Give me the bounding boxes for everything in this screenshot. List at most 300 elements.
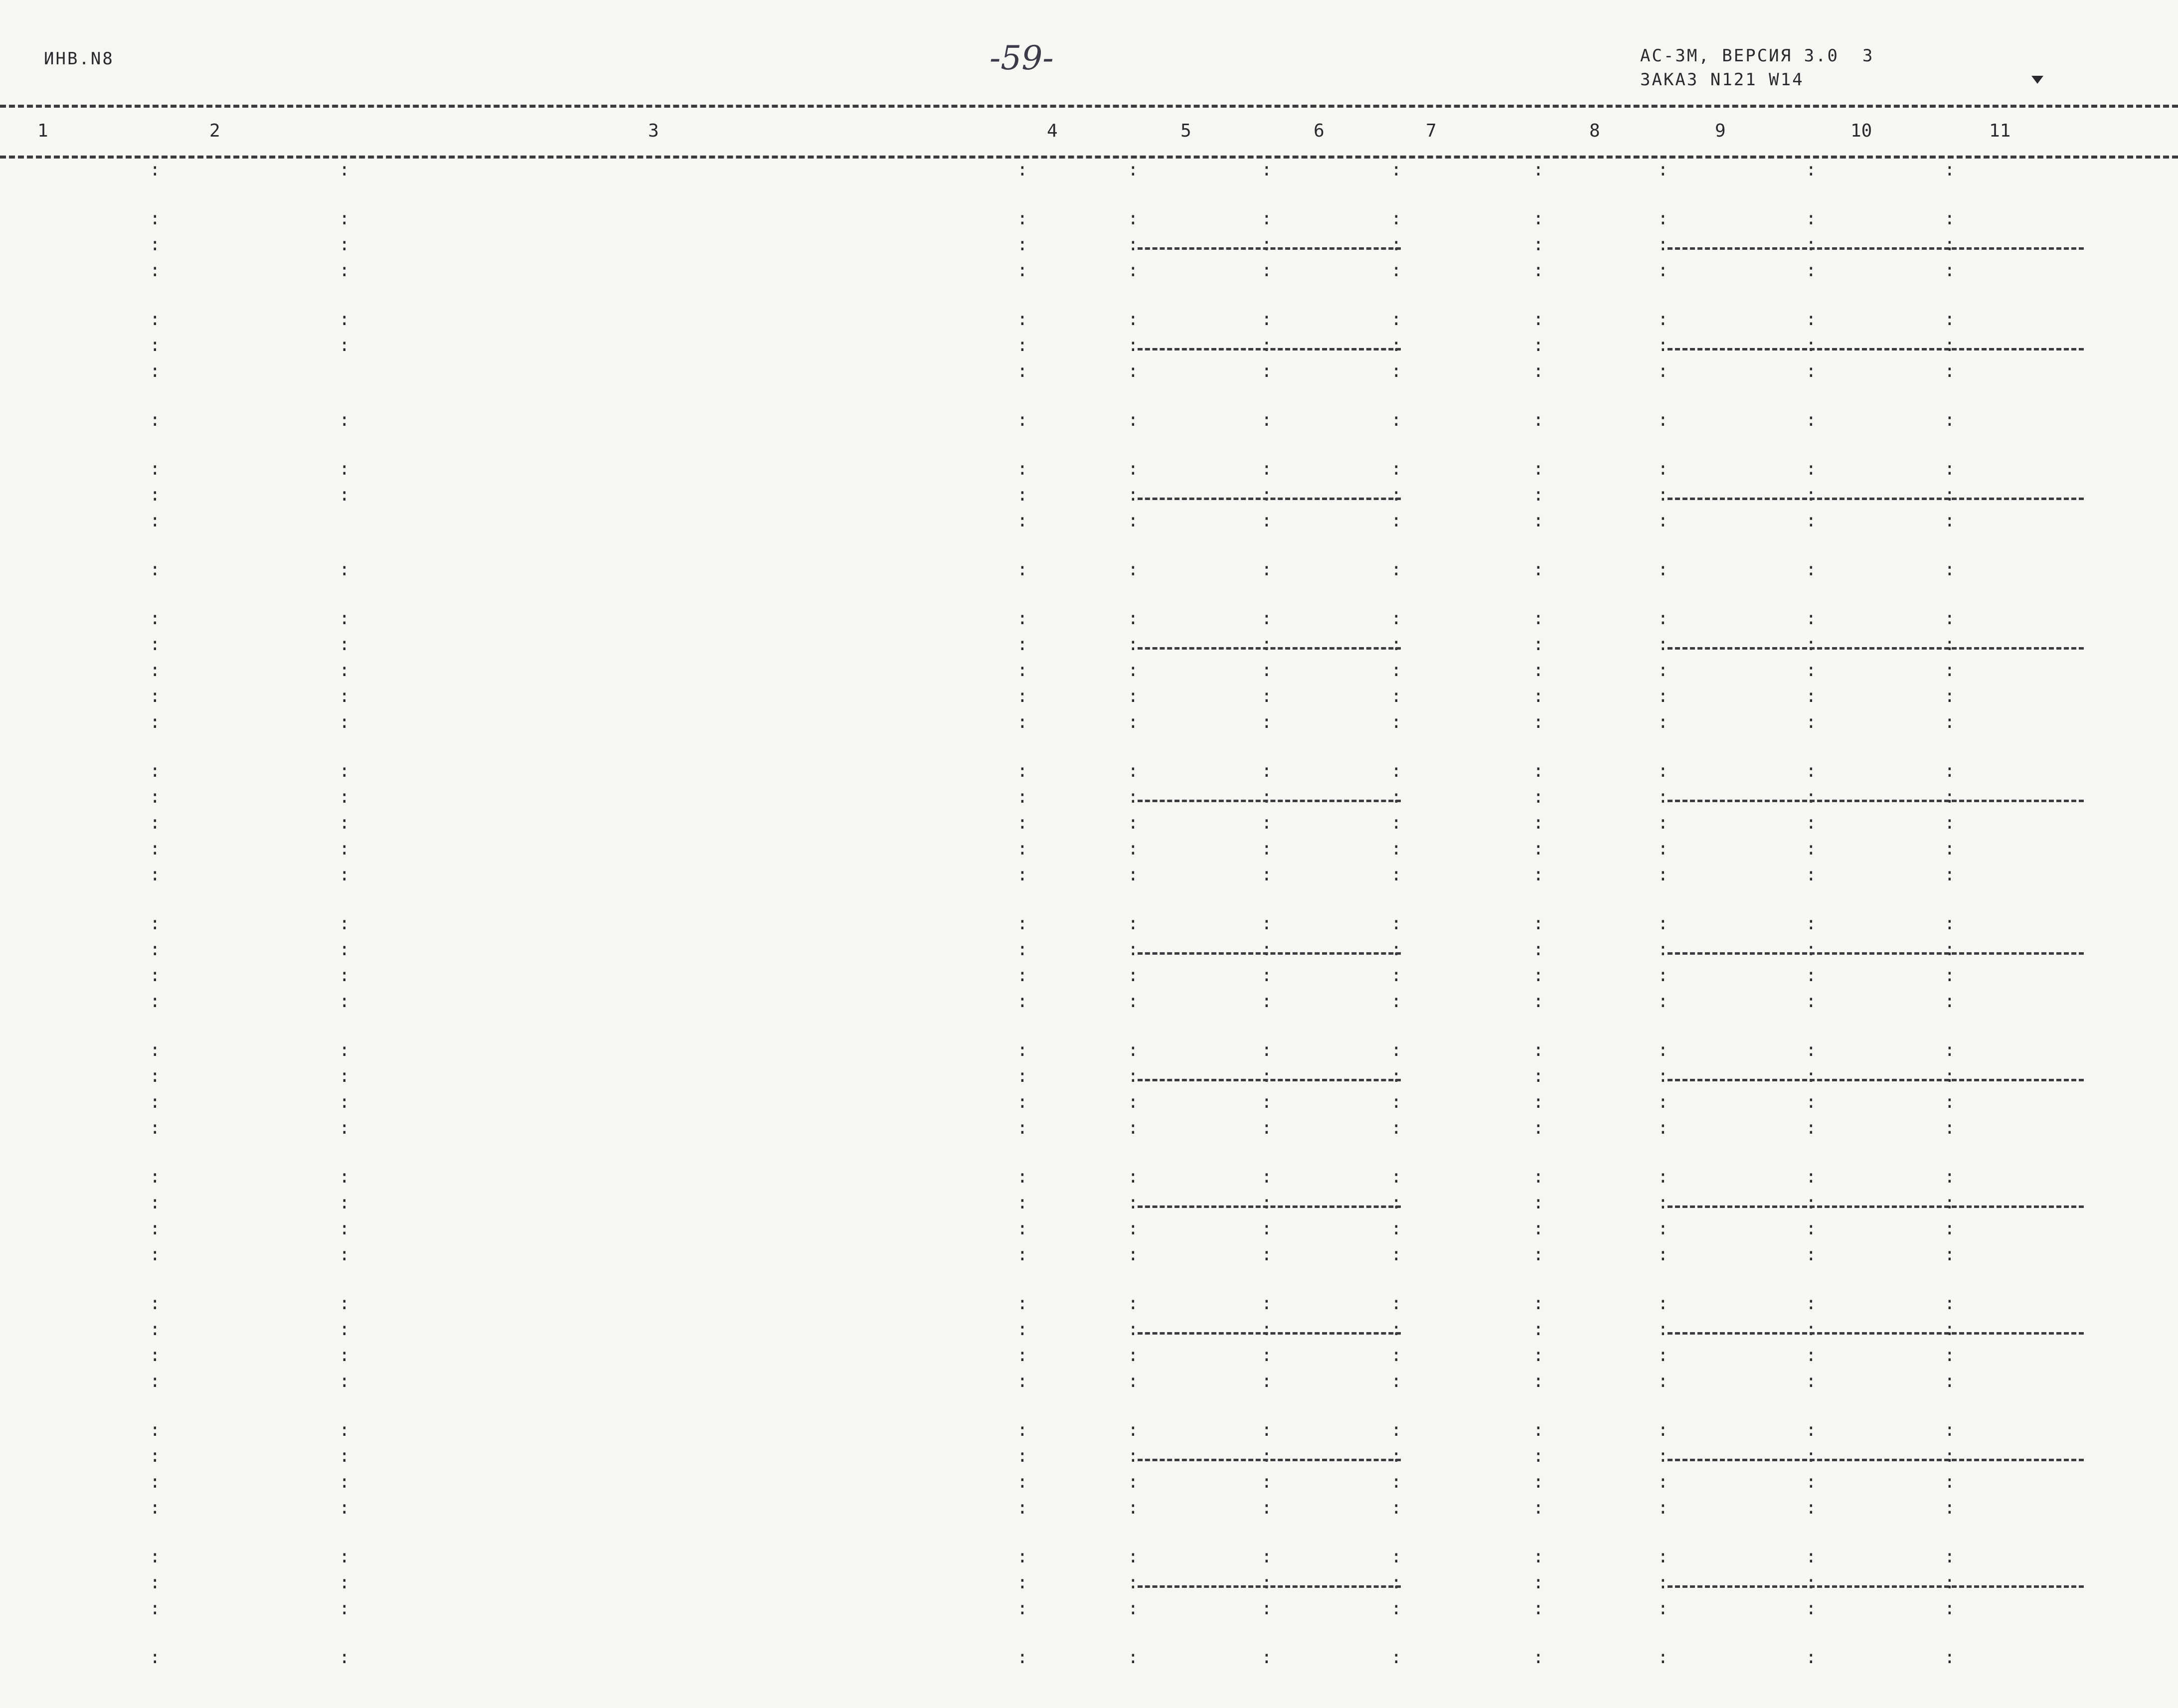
subtotal-rule <box>1668 1079 2084 1081</box>
row-line <box>0 1118 2178 1144</box>
column-separator: : <box>1533 660 1544 681</box>
column-separator: : <box>1658 1371 1669 1391</box>
column-separator: : <box>1128 1319 1139 1340</box>
column-separator: : <box>150 1118 161 1138</box>
column-separator: : <box>339 965 350 986</box>
column-separator: : <box>1658 459 1669 479</box>
column-separator: : <box>1658 660 1669 681</box>
subtotal-rule <box>1138 1205 1401 1208</box>
column-separator: : <box>1128 1345 1139 1366</box>
column-separator: : <box>1533 410 1544 430</box>
column-separator: : <box>1391 335 1402 355</box>
column-separator: : <box>1017 160 1028 180</box>
column-separator: : <box>1944 160 1956 180</box>
column-separator: : <box>1261 913 1273 934</box>
column-separator: : <box>1658 1092 1669 1112</box>
row-line <box>0 260 2178 286</box>
column-separator: : <box>1128 634 1139 655</box>
column-separator: : <box>1533 1420 1544 1440</box>
col-6: 6 <box>1314 121 1325 141</box>
column-separator: : <box>339 1598 350 1619</box>
col-9: 9 <box>1715 121 1726 141</box>
row-line <box>0 459 2178 485</box>
column-separator: : <box>1533 991 1544 1012</box>
column-separator: : <box>150 335 161 355</box>
column-separator: : <box>1017 361 1028 381</box>
column-separator: : <box>1944 260 1956 281</box>
column-separator: : <box>1533 1572 1544 1593</box>
column-separator: : <box>1017 1293 1028 1314</box>
column-separator: : <box>339 208 350 229</box>
page-number: -59- <box>990 39 1054 77</box>
column-separator: : <box>1261 839 1273 859</box>
column-separator: : <box>1017 511 1028 531</box>
column-separator: : <box>1944 485 1956 505</box>
column-separator: : <box>339 459 350 479</box>
row-line <box>0 1092 2178 1118</box>
column-separator: : <box>1806 1446 1817 1466</box>
column-separator: : <box>1806 839 1817 859</box>
column-separator: : <box>339 864 350 885</box>
row-line <box>0 410 2178 436</box>
column-separator: : <box>1128 485 1139 505</box>
row-line <box>0 1498 2178 1524</box>
column-separator: : <box>1944 813 1956 833</box>
column-separator: : <box>1806 511 1817 531</box>
column-separator: : <box>150 1066 161 1086</box>
column-separator: : <box>1806 813 1817 833</box>
column-separator: : <box>150 634 161 655</box>
column-separator: : <box>1806 160 1817 180</box>
column-separator: : <box>1533 260 1544 281</box>
column-separator: : <box>1391 1118 1402 1138</box>
column-separator: : <box>1261 361 1273 381</box>
column-separator: : <box>339 1066 350 1086</box>
column-separator: : <box>339 991 350 1012</box>
column-separator: : <box>1533 965 1544 986</box>
column-separator: : <box>1391 309 1402 330</box>
column-separator: : <box>1128 335 1139 355</box>
table-row <box>0 410 2178 462</box>
column-separator: : <box>1128 839 1139 859</box>
subtotal-rule <box>1668 1459 2084 1461</box>
column-separator: : <box>1806 459 1817 479</box>
column-separator: : <box>1806 1345 1817 1366</box>
column-separator: : <box>1261 335 1273 355</box>
column-separator: : <box>1017 660 1028 681</box>
column-separator: : <box>1261 485 1273 505</box>
column-separator: : <box>1944 939 1956 960</box>
column-separator: : <box>1128 1092 1139 1112</box>
column-separator: : <box>1944 712 1956 732</box>
col-5: 5 <box>1180 121 1191 141</box>
column-separator: : <box>1944 1040 1956 1060</box>
row-line <box>0 208 2178 234</box>
column-separator: : <box>1391 761 1402 781</box>
subtotal-rule <box>1668 1332 2084 1335</box>
column-separator: : <box>1017 1371 1028 1391</box>
column-separator: : <box>339 1293 350 1314</box>
column-separator: : <box>1533 208 1544 229</box>
column-separator: : <box>1261 1319 1273 1340</box>
column-separator: : <box>1806 309 1817 330</box>
column-separator: : <box>1391 1598 1402 1619</box>
column-separator: : <box>1391 1472 1402 1492</box>
column-separator: : <box>1658 712 1669 732</box>
column-separator: : <box>1261 208 1273 229</box>
column-separator: : <box>1806 1092 1817 1112</box>
column-separator: : <box>1128 1546 1139 1567</box>
column-separator: : <box>1806 761 1817 781</box>
column-separator: : <box>1533 1118 1544 1138</box>
column-separator: : <box>1128 1371 1139 1391</box>
column-separator: : <box>1658 1167 1669 1187</box>
column-separator: : <box>1806 410 1817 430</box>
column-separator: : <box>1391 660 1402 681</box>
column-separator: : <box>1658 485 1669 505</box>
column-separator: : <box>339 260 350 281</box>
column-separator: : <box>150 913 161 934</box>
column-separator: : <box>1533 1472 1544 1492</box>
table-row <box>0 1420 2178 1549</box>
column-separator: : <box>1533 939 1544 960</box>
column-separator: : <box>339 660 350 681</box>
column-separator: : <box>1391 1446 1402 1466</box>
column-separator: : <box>1533 1193 1544 1213</box>
column-separator: : <box>1806 234 1817 255</box>
column-separator: : <box>1391 686 1402 706</box>
column-separator: : <box>1658 1446 1669 1466</box>
column-separator: : <box>1533 1345 1544 1366</box>
row-line <box>0 309 2178 335</box>
row-line <box>0 991 2178 1017</box>
column-separator: : <box>1128 1066 1139 1086</box>
marker-icon <box>2031 76 2043 84</box>
column-separator: : <box>1128 1218 1139 1239</box>
column-separator: : <box>1658 686 1669 706</box>
subtotal-rule <box>1138 247 1401 250</box>
col-1: 1 <box>37 121 48 141</box>
column-separator: : <box>339 913 350 934</box>
column-separator: : <box>1806 1371 1817 1391</box>
column-separator: : <box>1944 361 1956 381</box>
column-separator: : <box>1658 787 1669 807</box>
column-separator: : <box>1806 712 1817 732</box>
col-7: 7 <box>1426 121 1437 141</box>
column-separator: : <box>1391 559 1402 580</box>
column-separator: : <box>1806 1498 1817 1518</box>
column-separator: : <box>1261 1092 1273 1112</box>
column-separator: : <box>1658 939 1669 960</box>
column-separator: : <box>1017 410 1028 430</box>
column-separator: : <box>1533 160 1544 180</box>
column-separator: : <box>1806 1167 1817 1187</box>
column-separator: : <box>1806 864 1817 885</box>
column-separator: : <box>1128 965 1139 986</box>
column-separator: : <box>1658 1345 1669 1366</box>
column-separator: : <box>1658 864 1669 885</box>
column-separator: : <box>1806 965 1817 986</box>
subtotal-rule <box>1668 647 2084 650</box>
column-separator: : <box>150 1598 161 1619</box>
column-separator: : <box>1017 1092 1028 1112</box>
row-line <box>0 511 2178 536</box>
col-11: 11 <box>1989 121 2011 141</box>
row-line <box>0 1218 2178 1244</box>
column-separator: : <box>1658 1293 1669 1314</box>
column-separator: : <box>1391 1420 1402 1440</box>
column-separator: : <box>1017 686 1028 706</box>
column-separator: : <box>1806 634 1817 655</box>
column-separator: : <box>1533 761 1544 781</box>
column-separator: : <box>1806 1546 1817 1567</box>
column-separator: : <box>1128 410 1139 430</box>
column-separator: : <box>339 1647 350 1668</box>
row-line <box>0 712 2178 738</box>
column-separator: : <box>1944 309 1956 330</box>
column-separator: : <box>1806 1193 1817 1213</box>
column-separator: : <box>1658 839 1669 859</box>
column-separator: : <box>1017 208 1028 229</box>
column-separator: : <box>1128 608 1139 629</box>
subtotal-rule <box>1668 952 2084 955</box>
column-separator: : <box>339 1446 350 1466</box>
column-separator: : <box>1806 208 1817 229</box>
column-separator: : <box>1944 1598 1956 1619</box>
column-separator: : <box>1658 608 1669 629</box>
column-separator: : <box>339 559 350 580</box>
column-separator: : <box>1128 787 1139 807</box>
column-separator: : <box>1658 260 1669 281</box>
column-separator: : <box>1017 813 1028 833</box>
column-separator: : <box>1533 1167 1544 1187</box>
column-separator: : <box>1017 1647 1028 1668</box>
column-separator: : <box>1658 234 1669 255</box>
column-separator: : <box>1533 1446 1544 1466</box>
column-separator: : <box>1128 1598 1139 1619</box>
column-separator: : <box>1658 1472 1669 1492</box>
column-separator: : <box>1017 1066 1028 1086</box>
estimate-table <box>0 150 2178 1690</box>
column-separator: : <box>1944 1371 1956 1391</box>
column-separator: : <box>1391 1293 1402 1314</box>
column-separator: : <box>1017 1118 1028 1138</box>
subtotal-rule <box>1668 498 2084 500</box>
column-separator: : <box>1806 1118 1817 1138</box>
col-4: 4 <box>1047 121 1058 141</box>
column-separator: : <box>1391 939 1402 960</box>
column-separator: : <box>1261 660 1273 681</box>
column-separator: : <box>1658 1218 1669 1239</box>
column-separator: : <box>339 1118 350 1138</box>
column-separator: : <box>1658 991 1669 1012</box>
column-separator: : <box>339 410 350 430</box>
column-separator: : <box>1533 511 1544 531</box>
column-separator: : <box>1017 913 1028 934</box>
column-separator: : <box>1391 459 1402 479</box>
column-separator: : <box>150 260 161 281</box>
column-separator: : <box>1806 361 1817 381</box>
column-separator: : <box>1658 511 1669 531</box>
column-separator: : <box>1944 608 1956 629</box>
column-separator: : <box>1017 559 1028 580</box>
column-separator: : <box>1391 913 1402 934</box>
column-separator: : <box>1806 559 1817 580</box>
table-row <box>0 913 2178 1043</box>
column-separator: : <box>1944 991 1956 1012</box>
column-separator: : <box>1128 1420 1139 1440</box>
column-separator: : <box>1944 1066 1956 1086</box>
col-8: 8 <box>1589 121 1600 141</box>
row-line <box>0 1167 2178 1193</box>
column-separator: : <box>1017 335 1028 355</box>
column-separator: : <box>1128 459 1139 479</box>
column-separator: : <box>1391 1319 1402 1340</box>
inventory-number: ИНВ.N8 <box>44 49 114 69</box>
column-separator: : <box>1391 1371 1402 1391</box>
column-separator: : <box>150 1167 161 1187</box>
column-separator: : <box>1391 511 1402 531</box>
subtotal-rule <box>1138 952 1401 955</box>
column-header-row <box>0 121 2178 151</box>
column-separator: : <box>1533 1040 1544 1060</box>
column-separator: : <box>1944 1319 1956 1340</box>
column-separator: : <box>339 608 350 629</box>
row-line <box>0 813 2178 839</box>
row-line <box>0 559 2178 585</box>
column-separator: : <box>1944 208 1956 229</box>
column-separator: : <box>1261 1371 1273 1391</box>
column-separator: : <box>1391 1546 1402 1567</box>
column-separator: : <box>339 634 350 655</box>
column-separator: : <box>150 1040 161 1060</box>
column-separator: : <box>150 410 161 430</box>
column-separator: : <box>1944 1420 1956 1440</box>
column-separator: : <box>1261 686 1273 706</box>
column-separator: : <box>1391 712 1402 732</box>
column-separator: : <box>1128 208 1139 229</box>
column-separator: : <box>1944 335 1956 355</box>
column-separator: : <box>1944 1472 1956 1492</box>
column-separator: : <box>1261 1647 1273 1668</box>
order-label: ЗАКАЗ N121 W14 <box>1640 70 1804 90</box>
column-separator: : <box>1391 361 1402 381</box>
column-separator: : <box>1658 1319 1669 1340</box>
column-separator: : <box>1261 1498 1273 1518</box>
column-separator: : <box>1391 1193 1402 1213</box>
column-separator: : <box>1128 939 1139 960</box>
column-separator: : <box>1806 660 1817 681</box>
column-separator: : <box>1261 965 1273 986</box>
column-separator: : <box>1128 864 1139 885</box>
column-separator: : <box>1944 1647 1956 1668</box>
column-separator: : <box>150 965 161 986</box>
column-separator: : <box>1533 1371 1544 1391</box>
column-separator: : <box>1533 634 1544 655</box>
column-separator: : <box>339 160 350 180</box>
column-separator: : <box>150 1092 161 1112</box>
column-separator: : <box>1261 1598 1273 1619</box>
column-separator: : <box>1658 160 1669 180</box>
column-separator: : <box>1261 1244 1273 1265</box>
column-separator: : <box>1128 559 1139 580</box>
column-separator: : <box>150 208 161 229</box>
column-separator: : <box>339 1040 350 1060</box>
column-separator: : <box>1533 712 1544 732</box>
col-3: 3 <box>648 121 659 141</box>
row-line <box>0 761 2178 787</box>
column-separator: : <box>1128 813 1139 833</box>
column-separator: : <box>1533 839 1544 859</box>
column-separator: : <box>1533 485 1544 505</box>
row-line <box>0 965 2178 991</box>
table-row <box>0 160 2178 211</box>
column-separator: : <box>150 991 161 1012</box>
column-separator: : <box>1128 913 1139 934</box>
column-separator: : <box>1017 234 1028 255</box>
column-separator: : <box>1944 1546 1956 1567</box>
column-separator: : <box>1261 1040 1273 1060</box>
column-separator: : <box>1017 965 1028 986</box>
column-separator: : <box>150 864 161 885</box>
column-separator: : <box>1128 1472 1139 1492</box>
row-line <box>0 361 2178 387</box>
column-separator: : <box>1261 1218 1273 1239</box>
column-separator: : <box>1128 761 1139 781</box>
column-separator: : <box>150 1420 161 1440</box>
column-separator: : <box>1391 991 1402 1012</box>
column-separator: : <box>1017 1472 1028 1492</box>
column-separator: : <box>1533 913 1544 934</box>
column-separator: : <box>1391 787 1402 807</box>
column-separator: : <box>1261 1066 1273 1086</box>
column-separator: : <box>1391 160 1402 180</box>
column-separator: : <box>150 459 161 479</box>
column-separator: : <box>150 1498 161 1518</box>
column-separator: : <box>1944 1498 1956 1518</box>
column-separator: : <box>150 712 161 732</box>
column-separator: : <box>1391 839 1402 859</box>
column-separator: : <box>1391 1066 1402 1086</box>
column-separator: : <box>150 660 161 681</box>
column-separator: : <box>1391 1345 1402 1366</box>
column-separator: : <box>1017 260 1028 281</box>
column-separator: : <box>1533 1546 1544 1567</box>
column-separator: : <box>1261 939 1273 960</box>
table-row <box>0 608 2178 764</box>
subtotal-rule <box>1668 800 2084 802</box>
row-line <box>0 1345 2178 1371</box>
column-separator: : <box>1261 559 1273 580</box>
column-separator: : <box>1128 1647 1139 1668</box>
column-separator: : <box>1944 1218 1956 1239</box>
column-separator: : <box>1128 1293 1139 1314</box>
column-separator: : <box>1017 1420 1028 1440</box>
column-separator: : <box>1658 1598 1669 1619</box>
row-line <box>0 913 2178 939</box>
column-separator: : <box>1017 1345 1028 1366</box>
column-separator: : <box>1261 1572 1273 1593</box>
subtotal-rule <box>1668 247 2084 250</box>
column-separator: : <box>1658 1040 1669 1060</box>
subtotal-rule <box>1138 647 1401 650</box>
column-separator: : <box>1806 686 1817 706</box>
column-separator: : <box>1017 1167 1028 1187</box>
column-separator: : <box>1658 1118 1669 1138</box>
subtotal-rule <box>1668 348 2084 350</box>
column-separator: : <box>1128 1498 1139 1518</box>
column-separator: : <box>1017 1498 1028 1518</box>
